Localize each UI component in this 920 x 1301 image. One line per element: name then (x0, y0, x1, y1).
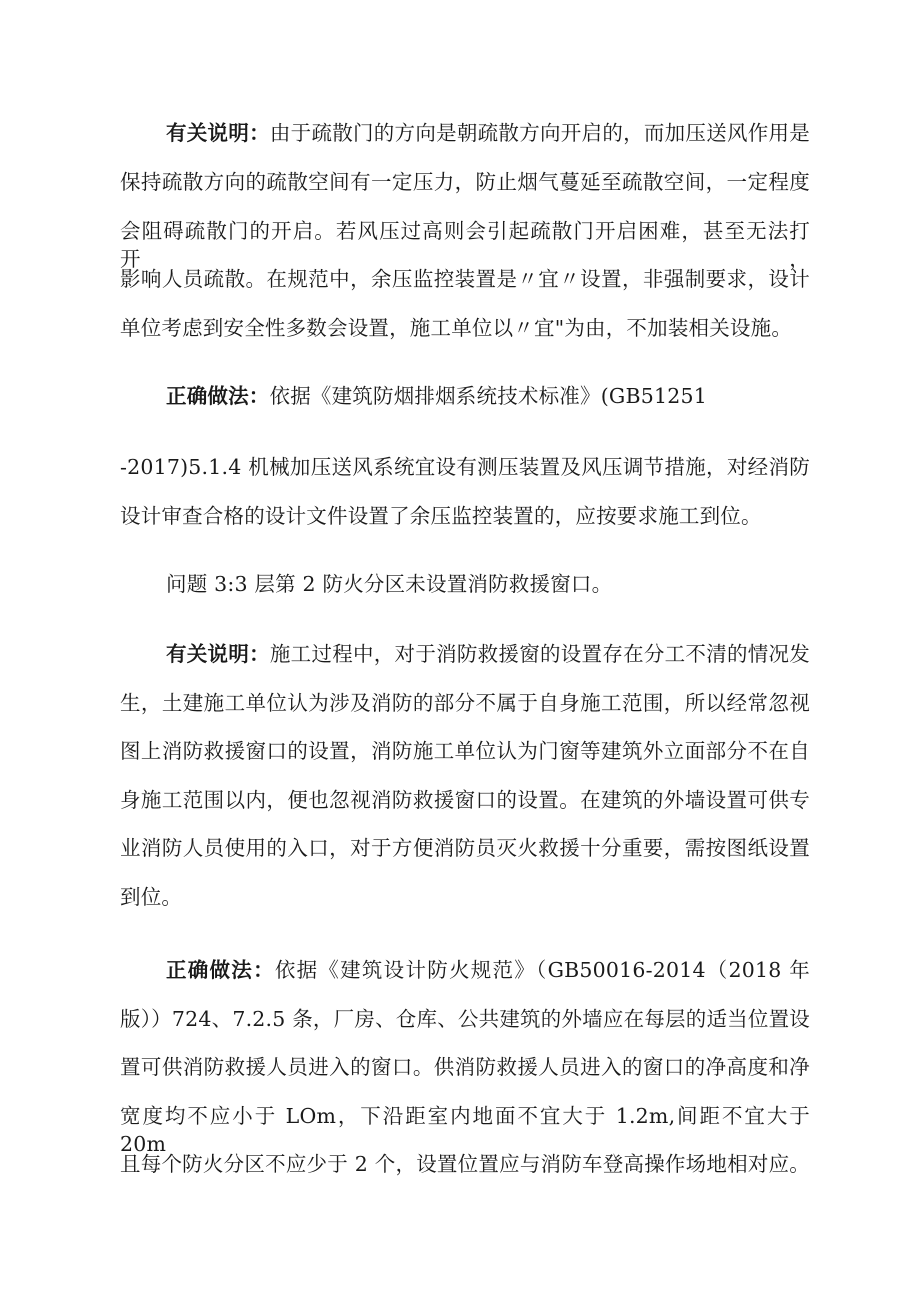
section2-line-1 (166, 382, 810, 410)
section3-label: 有关说明： (166, 642, 270, 666)
section4-line-5: 且每个防火分区不应少于 2 个，设置位置应与消防车登高操作场地相对应。 (120, 1152, 810, 1176)
section2-line-2: -2017)5.1.4 机械加压送风系统宜设有测压装置及风压调节措施，对经消防 (120, 455, 810, 479)
section3-line-2: 生，土建施工单位认为涉及消防的部分不属于自身施工范围，所以经常忽视 (120, 691, 810, 715)
section1-line-2: 保持疏散方向的疏散空间有一定压力，防止烟气蔓延至疏散空间，一定程度 (120, 170, 810, 194)
section3-line-6: 到位。 (120, 885, 183, 909)
section4-line-2: 版））724、7.2.5 条，厂房、仓库、公共建筑的外墙应在每层的适当位置设 (120, 1007, 810, 1031)
problem3-title: 问题 3:3 层第 2 防火分区未设置消防救援窗口。 (166, 572, 613, 596)
section2-label: 正确做法： (166, 384, 270, 408)
section4-line-4: 宽度均不应小于 LOm，下沿距室内地面不宜大于 1.2m,间距不宜大于 20m (120, 1104, 810, 1156)
section1-line-3: 会阻碍疏散门的开启。若风压过高则会引起疏散门开启困难，甚至无法打开， (120, 219, 810, 271)
section3-text: 施工过程中，对于消防救援窗的设置存在分工不清的情况发 (269, 642, 811, 666)
section3-line-5: 业消防人员使用的入口，对于方便消防员灭火救援十分重要，需按图纸设置 (120, 836, 810, 860)
section1-label: 有关说明： (166, 121, 270, 145)
section1-text: 由于疏散门的方向是朝疏散方向开启的，而加压送风作用是 (269, 121, 811, 145)
section1-line-1 (166, 119, 810, 147)
section1-line-4: 影响人员疏散。在规范中，余压监控装置是〃宜〃设置，非强制要求，设计 (120, 267, 810, 291)
section3-line-4: 身施工范围以内，便也忽视消防救援窗口的设置。在建筑的外墙设置可供专 (120, 788, 810, 812)
section2-text: 依据《建筑防烟排烟系统技术标准》(GB51251 (269, 384, 707, 408)
section1-line-5: 单位考虑到安全性多数会设置，施工单位以〃宜"为由，不加装相关设施。 (120, 316, 793, 340)
section3-line-1 (166, 640, 810, 668)
section2-line-3: 设计审查合格的设计文件设置了余压监控装置的，应按要求施工到位。 (120, 504, 762, 528)
section4-line-3: 置可供消防救援人员进入的窗口。供消防救援人员进入的窗口的净高度和净 (120, 1055, 810, 1079)
section4-text: 依据《建筑设计防火规范》（GB50016-2014（2018 年 (274, 958, 811, 982)
section4-label: 正确做法： (166, 958, 275, 982)
section4-line-1 (166, 956, 810, 984)
section3-line-3: 图上消防救援窗口的设置，消防施工单位认为门窗等建筑外立面部分不在自 (120, 739, 810, 763)
